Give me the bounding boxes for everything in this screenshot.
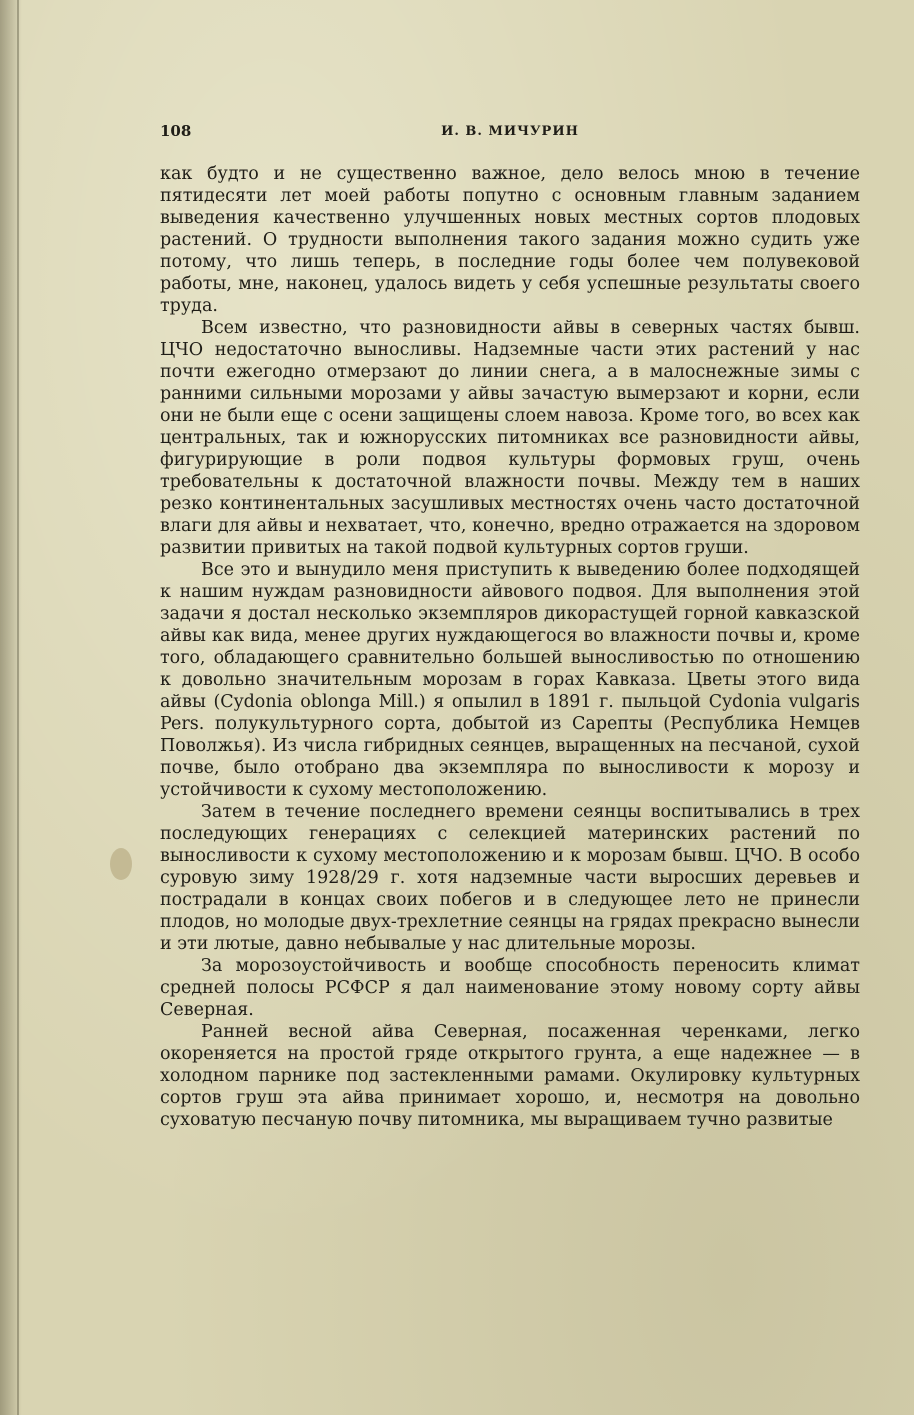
paragraph-3: Все это и вынудило меня приступить к выведению более подходящей к нашим нуждам разновидности айвового подвоя. Для выполнения этой задачи я достал несколько экземпляров дикорастущей горной кавказской айвы как вида, менее других нуждающегося во влажности почвы и, кроме того, обладающего сравнительно большей выносливостью по отношению к довольно значительным морозам в горах Кавказа. Цветы этого вида айвы (Cydonia oblonga Mill.) я опылил в 1891 г. пыльцой Cydonia vulgaris Pers. полукультурного сорта, добытой из Сарепты (Республика Немцев Поволжья). Из числа гибридных сеянцев, выращенных на песчаной, сухой почве, было отобрано два экземпляра по выносливости к морозу и устойчивости к сухому местоположению. [160,560,860,800]
paragraph-6: Ранней весной айва Северная, посаженная черенками, легко окореняется на простой гряде открытого грунта, а еще надежнее — в холодном парнике под застекленными рамами. Окулировку культурных сортов груш эта айва принимает хорошо, и, несмотря на довольно суховатую песчаную почву питомника, мы выращиваем тучно развитые [160,1022,860,1130]
paragraph-5: За морозоустойчивость и вообще способность переносить климат средней полосы РСФСР я дал наименование этому новому сорту айвы Северная. [160,956,860,1020]
paragraph-2: Всем известно, что разновидности айвы в северных частях бывш. ЦЧО недостаточно выносливы. Надземные части этих растений у нас почти ежегодно отмерзают до линии снега, а в малоснежные зимы с ранними сильными морозами у айвы зачастую вымерзают и корни, если они не были еще с осени защищены слоем навоза. Кроме того, во всех как центральных, так и южнорусских питомниках все разновидности айвы, фигурирующие в роли подвоя культуры формовых груш, очень требовательны к достаточной влажности почвы. Между тем в наших резко континентальных засушливых местностях очень часто достаточной влаги для айвы и нехватает, что, конечно, вредно отражается на здоровом развитии привитых на такой подвой культурных сортов груши. [160,318,860,558]
page-header [160,122,860,146]
paper-stain [110,848,132,880]
page-number: 108 [160,122,192,140]
running-head: И. В. МИЧУРИН [441,124,579,139]
binding-line [17,0,19,1415]
paragraph-4: Затем в течение последнего времени сеянцы воспитывались в трех последующих генерациях с селекцией материнских растений по выносливости к сухому местоположению и к морозам бывш. ЦЧО. В особо суровую зиму 1928/29 г. хотя надземные части выросших деревьев и пострадали в концах своих побегов и в следующее лето не принесли плодов, но молодые двух-трехлетние сеянцы на грядах прекрасно вынесли и эти лютые, давно небывалые у нас длительные морозы. [160,802,860,954]
paragraph-1: как будто и не существенно важное, дело велось мною в течение пятидесяти лет моей работы попутно с основным главным заданием выведения качественно улучшенных новых местных сортов плодовых растений. О трудности выполнения такого задания можно судить уже потому, что лишь теперь, в последние годы более чем полувековой работы, мне, наконец, удалось видеть у себя успешные результаты своего труда. [160,164,860,316]
body-text [160,163,860,1131]
